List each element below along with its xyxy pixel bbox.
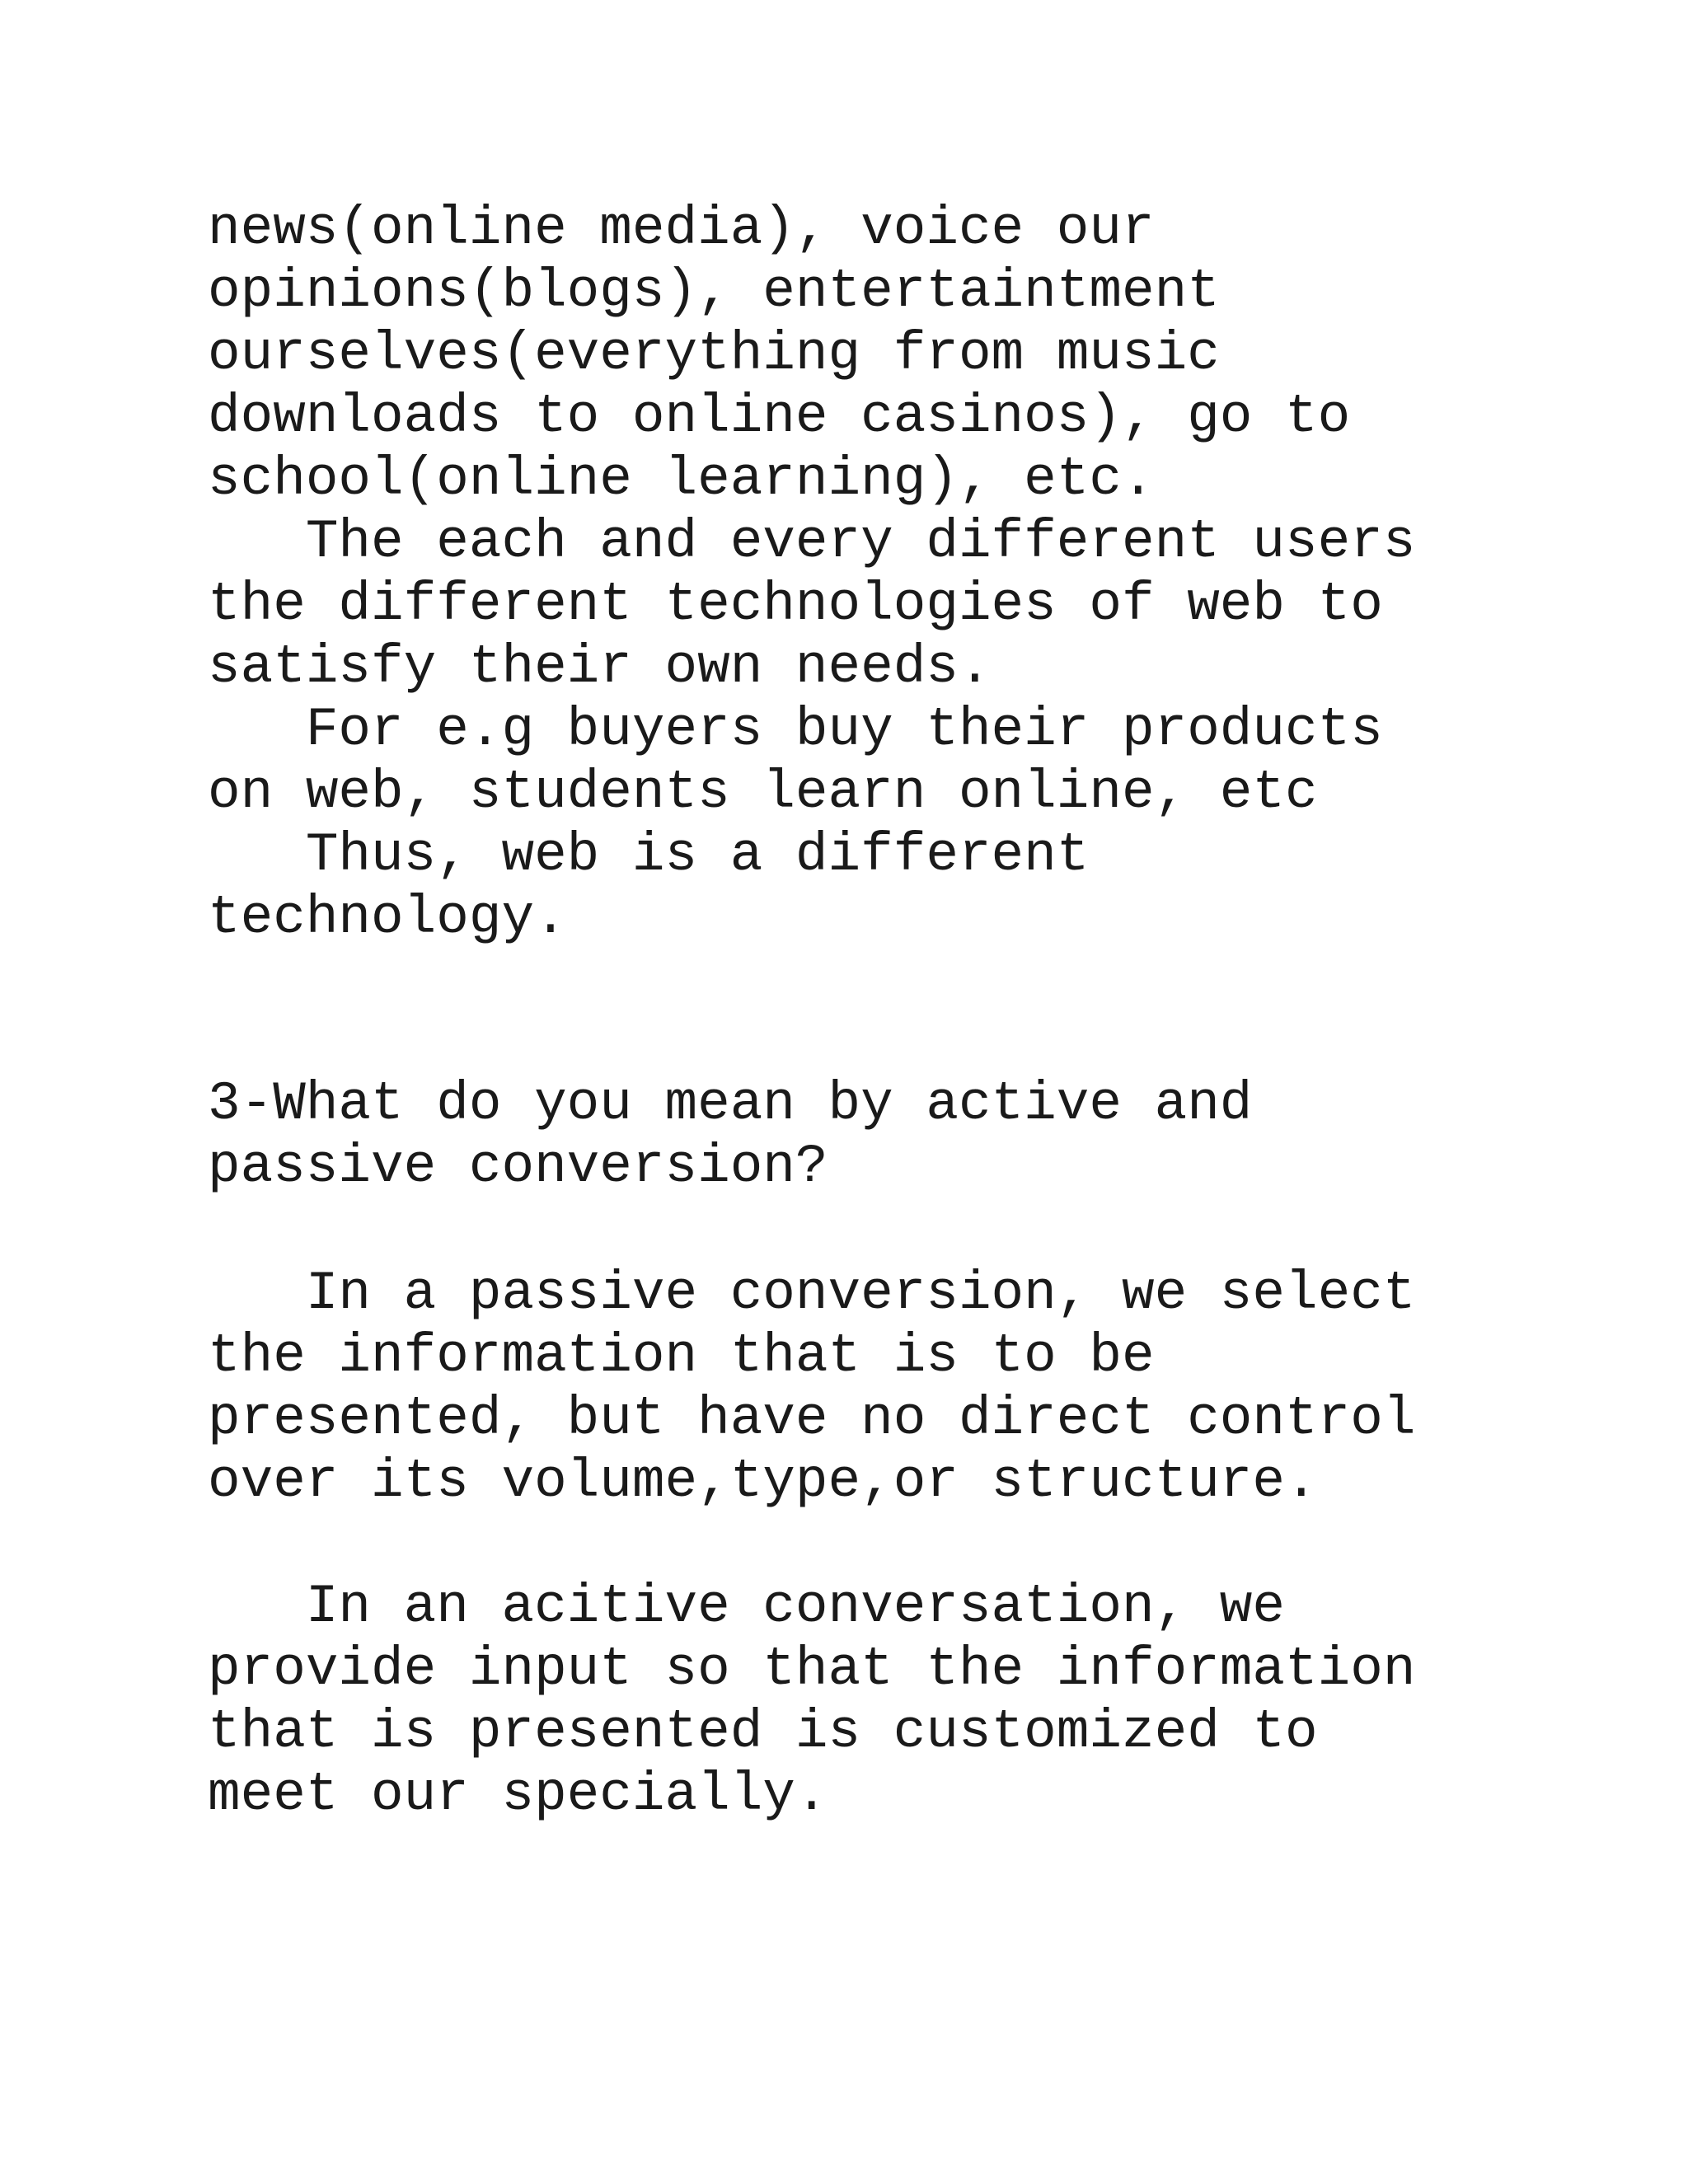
text-line: Thus, web is a different xyxy=(208,824,1090,886)
text-line: on web, students learn online, etc xyxy=(208,762,1318,823)
text-line: provide input so that the information xyxy=(208,1638,1416,1700)
text-line: opinions(blogs), entertaintment xyxy=(208,260,1220,322)
text-line: For e.g buyers buy their products xyxy=(208,699,1383,761)
text-line: presented, but have no direct control xyxy=(208,1388,1416,1450)
text-line: that is presented is customized to xyxy=(208,1701,1318,1763)
text-line: ourselves(everything from music xyxy=(208,323,1220,385)
text-line: In an acitive conversation, we xyxy=(208,1576,1286,1638)
text-line: the different technologies of web to xyxy=(208,574,1383,635)
text-line: news(online media), voice our xyxy=(208,198,1155,260)
text-line: In a passive conversion, we select xyxy=(208,1263,1416,1324)
text-line: technology. xyxy=(208,887,567,949)
question-line: 3-What do you mean by active and xyxy=(208,1073,1253,1135)
text-line: satisfy their own needs. xyxy=(208,636,992,698)
text-line: the information that is to be xyxy=(208,1325,1155,1387)
text-line: school(online learning), etc. xyxy=(208,448,1155,510)
text-line: downloads to online casinos), go to xyxy=(208,386,1351,448)
text-line: meet our specially. xyxy=(208,1764,828,1825)
text-line: The each and every different users xyxy=(208,511,1416,573)
question-line: passive conversion? xyxy=(208,1136,828,1197)
text-line: over its volume,type,or structure. xyxy=(208,1451,1318,1512)
